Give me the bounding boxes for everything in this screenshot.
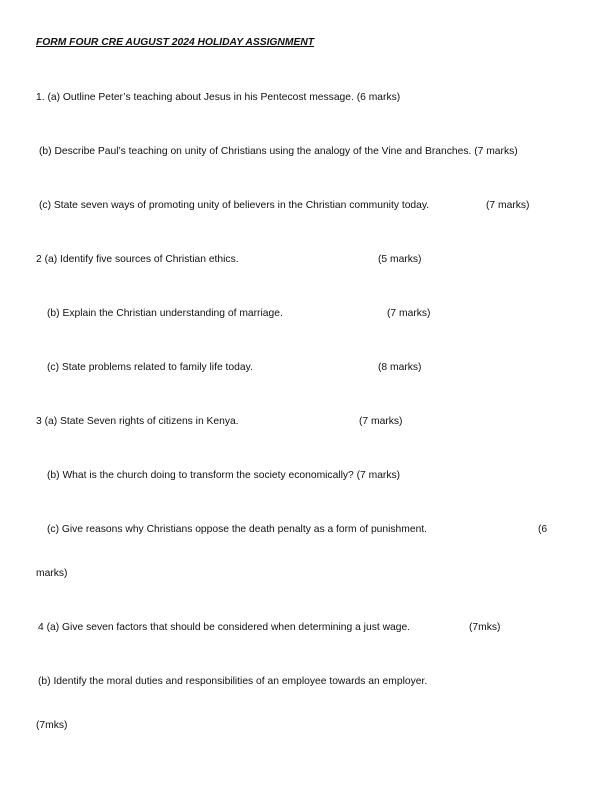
question-2a-marks: (5 marks) [378,254,422,265]
question-2c-marks: (8 marks) [378,362,422,373]
question-3b: (b) What is the church doing to transform the society economically? (7 marks) [47,470,401,481]
question-1b: (b) Describe Paul’s teaching on unity of Christians using the analogy of the Vine and Branches. (7 marks) [39,146,518,157]
question-3a-marks: (7 marks) [359,416,403,427]
question-3c: (c) Give reasons why Christians oppose the death penalty as a form of punishment. [47,524,428,535]
question-1a: 1. (a) Outline Peter’s teaching about Jesus in his Pentecost message. (6 marks) [36,92,401,103]
question-2c: (c) State problems related to family life today. [47,362,253,373]
question-3c-marks-close: marks) [36,568,68,579]
question-4b-marks: (7mks) [36,720,68,731]
question-3c-marks-open: (6 [538,524,548,535]
question-4b: (b) Identify the moral duties and responsibilities of an employee towards an employer. [38,676,428,687]
question-4a-marks: (7mks) [469,622,501,633]
question-2b-marks: (7 marks) [387,308,431,319]
question-1c: (c) State seven ways of promoting unity of believers in the Christian community today. [39,200,430,211]
question-4a: 4 (a) Give seven factors that should be considered when determining a just wage. [38,622,411,633]
question-2a: 2 (a) Identify five sources of Christian ethics. [36,254,239,265]
question-2b: (b) Explain the Christian understanding of marriage. [47,308,283,319]
question-1c-marks: (7 marks) [486,200,530,211]
question-3a: 3 (a) State Seven rights of citizens in Kenya. [36,416,239,427]
assignment-title: FORM FOUR CRE AUGUST 2024 HOLIDAY ASSIGNMENT [36,37,315,48]
